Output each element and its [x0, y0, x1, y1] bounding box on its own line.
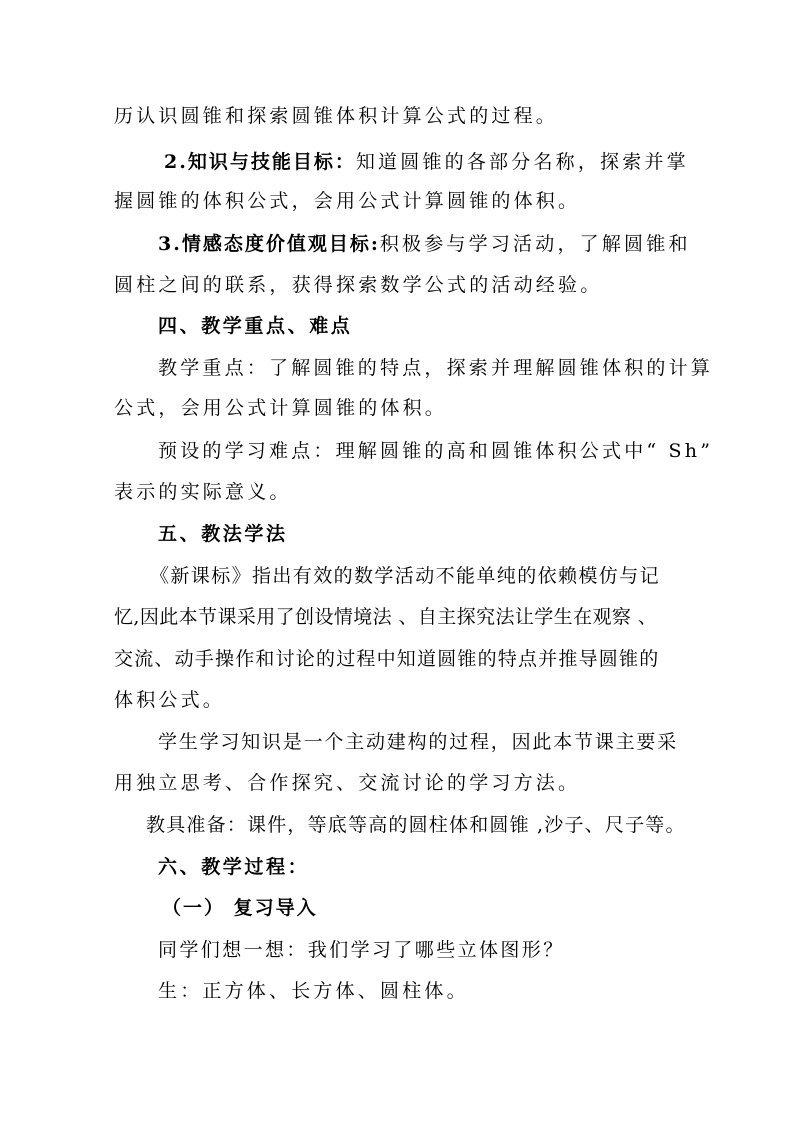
review-question: 同学们想一想：我们学习了哪些立体图形？	[158, 939, 565, 961]
methods-para2-line1: 学生学习知识是一个主动建构的过程，因此本节课主要采	[158, 731, 679, 753]
paragraph-line: 历认识圆锥和探索圆锥体积计算公式的过程。	[114, 105, 559, 127]
methods-para2-line2: 用独立思考、合作探究、交流讨论的学习方法。	[114, 772, 581, 794]
methods-para1-line1: 《新课标》指出有效的数学活动不能单纯的依赖模仿与记	[150, 565, 661, 587]
goal2-line2: 握圆锥的体积公式，会用公式计算圆锥的体积。	[114, 190, 581, 212]
goal2-text: 知道圆锥的各部分名称，探索并掌	[355, 151, 689, 173]
teaching-tools-line: 教具准备：课件，等底等高的圆柱体和圆锥 ,沙子、尺子等。	[146, 814, 686, 836]
difficulty-line1: 预设的学习难点：理解圆锥的高和圆锥体积公式中“ Sh”	[158, 440, 714, 462]
section5-heading: 五、教法学法	[158, 523, 288, 545]
goal3-text: 积极参与学习活动，了解圆锥和	[379, 233, 691, 255]
methods-para1-line4: 体积公式。	[114, 689, 226, 711]
student-answer: 生：正方体、长方体、圆柱体。	[158, 980, 469, 1002]
subsection1-heading: （一） 复习导入	[162, 897, 318, 919]
methods-para1-line3: 交流、动手操作和讨论的过程中知道圆锥的特点并推导圆锥的	[114, 648, 660, 670]
key-points-line2: 公式，会用公式计算圆锥的体积。	[114, 397, 448, 419]
goal3-line1	[158, 232, 691, 256]
goal3-line2: 圆柱之间的联系，获得探索数学公式的活动经验。	[114, 274, 603, 296]
section4-heading: 四、教学重点、难点	[158, 315, 353, 337]
goal2-label: 2.知识与技能目标：	[164, 151, 356, 173]
section6-heading: 六、教学过程：	[158, 856, 310, 878]
methods-para1-line2: 忆,因此本节课采用了创设情境法 、自主探究法让学生在观察 、	[114, 606, 658, 628]
goal3-label: 3.情感态度价值观目标:	[158, 233, 380, 255]
key-points-line1: 教学重点：了解圆锥的特点，探索并理解圆锥体积的计算	[158, 357, 714, 379]
goal2-line1	[164, 150, 689, 174]
difficulty-line2: 表示的实际意义。	[114, 481, 292, 503]
